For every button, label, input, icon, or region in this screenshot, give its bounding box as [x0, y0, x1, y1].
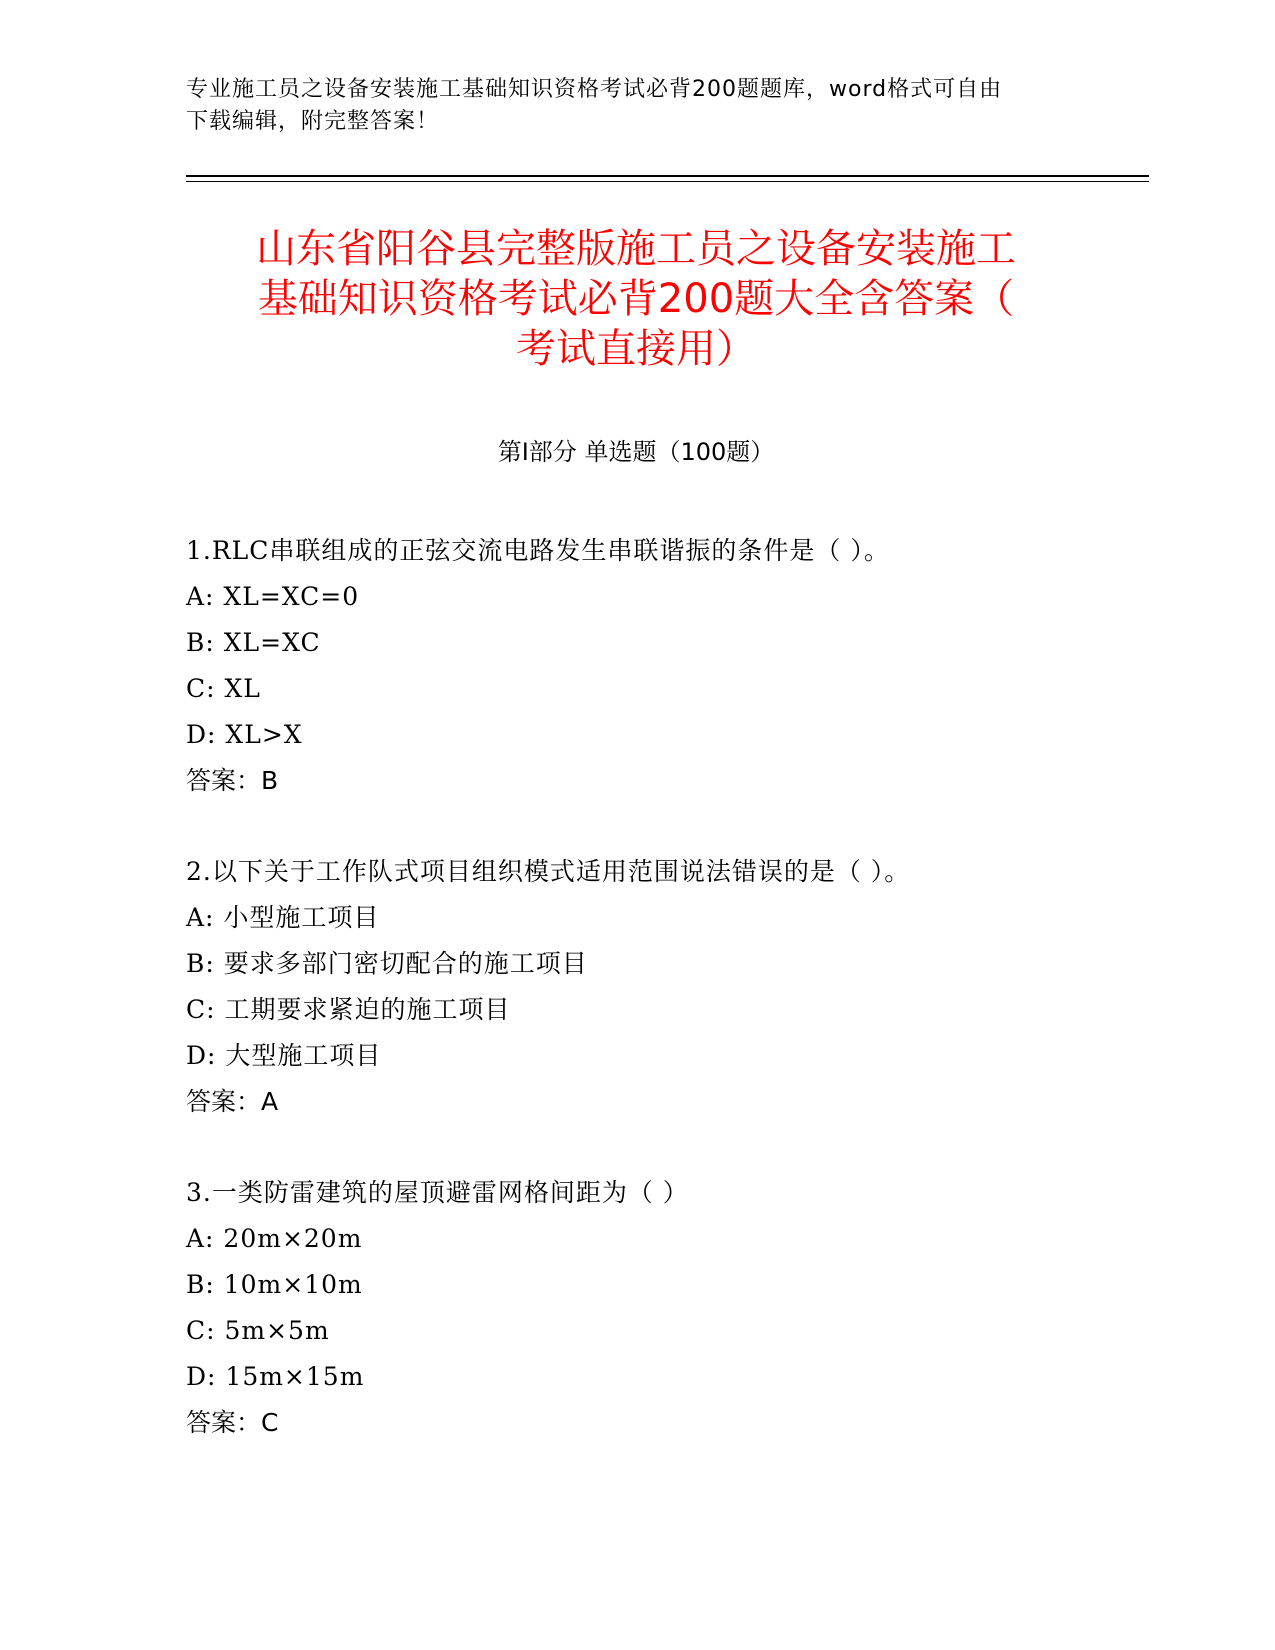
option-a: A: 20m×20m	[186, 1224, 363, 1253]
question-list	[186, 528, 1146, 1491]
answer: 答案：C	[186, 1408, 279, 1437]
section-title: 第Ⅰ部分 单选题（100题）	[497, 438, 775, 466]
question-3	[186, 1170, 1146, 1446]
header-divider-thick	[186, 175, 1149, 177]
header-divider-thin	[186, 181, 1149, 182]
option-a: A: 小型施工项目	[186, 903, 380, 932]
question-stem: 1.RLC串联组成的正弦交流电路发生串联谐振的条件是（ ）。	[186, 536, 890, 565]
option-d: D: XL>X	[186, 720, 303, 749]
option-b: B: 10m×10m	[186, 1270, 363, 1299]
header-note-line-2: 下载编辑，附完整答案！	[186, 109, 440, 134]
header-note-line-1: 专业施工员之设备安装施工基础知识资格考试必背200题题库，word格式可自由	[186, 77, 1003, 102]
option-a: A: XL=XC=0	[186, 582, 360, 611]
question-2	[186, 849, 1146, 1125]
option-c: C: XL	[186, 674, 261, 703]
question-1	[186, 528, 1146, 804]
option-d: D: 大型施工项目	[186, 1041, 382, 1070]
option-d: D: 15m×15m	[186, 1362, 365, 1391]
document-title	[186, 224, 1086, 374]
answer: 答案：B	[186, 766, 279, 795]
header-note	[186, 74, 1086, 138]
question-stem: 2.以下关于工作队式项目组织模式适用范围说法错误的是（ ）。	[186, 857, 911, 886]
option-c: C: 工期要求紧迫的施工项目	[186, 995, 511, 1024]
document-title-line-1: 山东省阳谷县完整版施工员之设备安装施工	[256, 226, 1016, 272]
option-b: B: 要求多部门密切配合的施工项目	[186, 949, 588, 978]
option-b: B: XL=XC	[186, 628, 321, 657]
option-c: C: 5m×5m	[186, 1316, 330, 1345]
question-stem: 3.一类防雷建筑的屋顶避雷网格间距为（ ）	[186, 1178, 689, 1207]
answer: 答案：A	[186, 1087, 279, 1116]
document-title-line-2: 基础知识资格考试必背200题大全含答案（	[257, 276, 1015, 322]
document-title-line-3: 考试直接用）	[516, 326, 756, 372]
